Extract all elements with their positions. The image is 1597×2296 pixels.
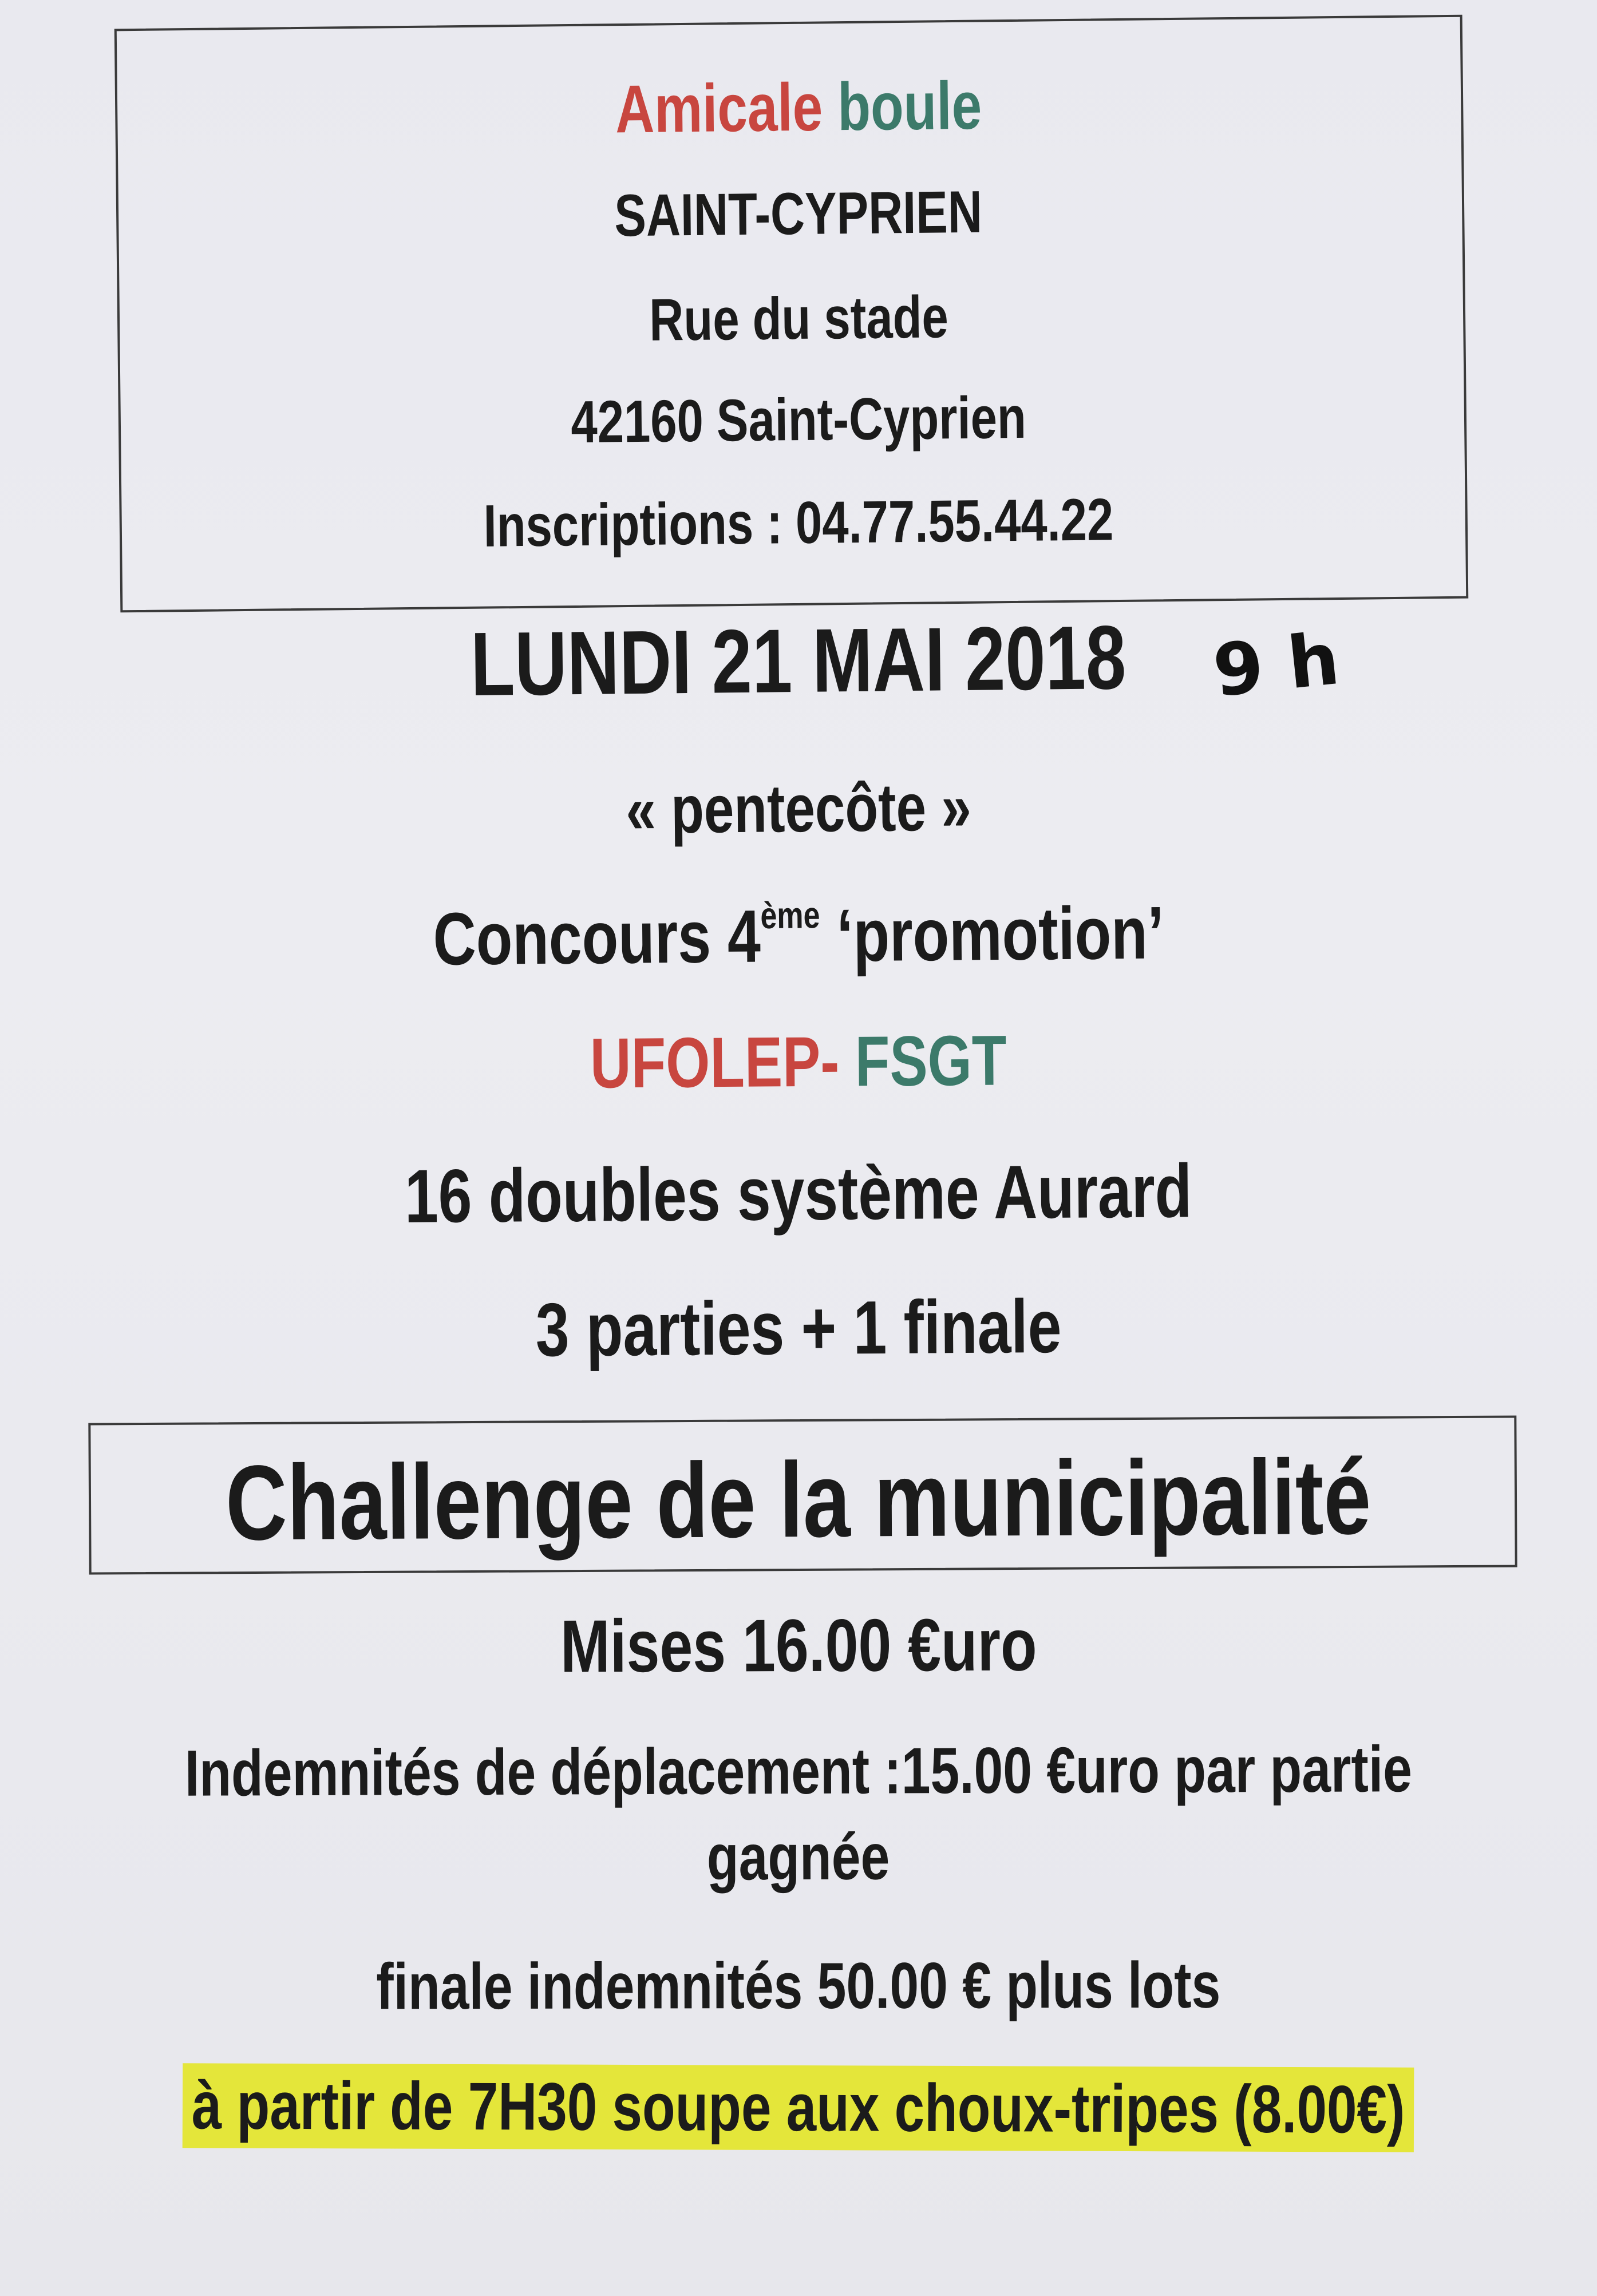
handwritten-time: [1209, 617, 1343, 713]
federation-part1: UFOLEP-: [590, 1022, 856, 1103]
club-street-text: Rue du stade: [649, 284, 948, 354]
travel-allowance-line2-text: gagnée: [707, 1820, 890, 1894]
event-date-text: LUNDI 21 MAI 2018: [470, 607, 1127, 715]
club-name-word2: boule: [837, 68, 982, 145]
event-occasion-text: « pentecôte »: [625, 769, 972, 848]
travel-allowance-line1-text: Indemnités de déplacement :15.00 €uro par partie: [184, 1733, 1413, 1810]
travel-allowance-line1: [0, 1731, 1597, 1812]
federation: [0, 1016, 1597, 1108]
contest-format: [0, 1145, 1597, 1242]
event-date: [0, 601, 1597, 721]
contest-rounds: [0, 1279, 1597, 1376]
club-postal-city-text: 42160 Saint-Cyprien: [570, 384, 1027, 456]
breakfast-line: [0, 2066, 1597, 2149]
contest-rounds-text: 3 parties + 1 finale: [535, 1284, 1062, 1372]
breakfast-highlight: à partir de 7H30 soupe aux choux-tripes (8.00€): [183, 2063, 1414, 2152]
travel-allowance-line2: [0, 1817, 1597, 1898]
contest-category: [0, 886, 1597, 985]
handwritten-time-text: 9 h: [1209, 617, 1343, 714]
contest-suffix: ‘promotion’: [820, 890, 1165, 977]
club-town-text: SAINT-CYPRIEN: [614, 179, 983, 250]
event-occasion: [0, 763, 1597, 854]
contest-prefix: Concours 4: [432, 894, 761, 981]
challenge-title-text: Challenge de la municipalité: [225, 1438, 1372, 1563]
contest-format-text: 16 doubles système Aurard: [404, 1149, 1193, 1238]
final-prize: [0, 1947, 1597, 2025]
club-inscriptions-text: Inscriptions : 04.77.55.44.22: [483, 486, 1114, 560]
club-name-word1: Amicale: [615, 69, 823, 148]
federation-part2: FSGT: [855, 1021, 1007, 1102]
final-prize-text: finale indemnités 50.00 € plus lots: [376, 1949, 1221, 2024]
stake-text: Mises 16.00 €uro: [560, 1602, 1037, 1688]
contest-sup: ème: [760, 894, 820, 937]
challenge-title: [0, 1435, 1597, 1566]
stake: [0, 1600, 1597, 1691]
